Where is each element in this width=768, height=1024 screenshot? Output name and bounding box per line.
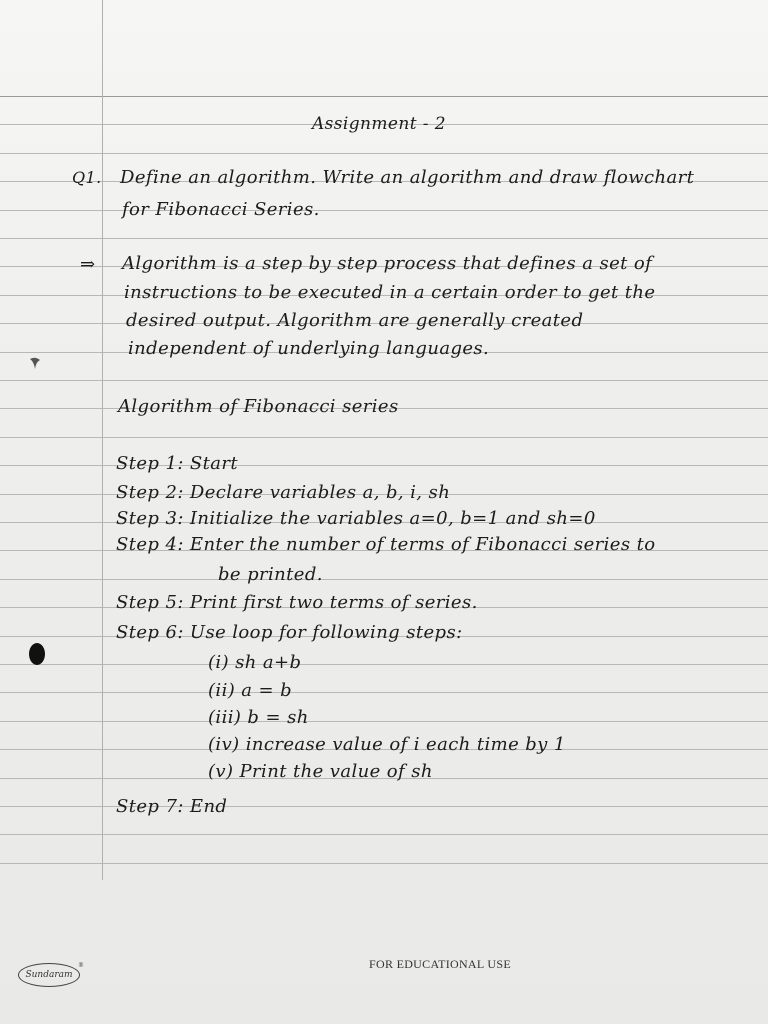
step-4: Step 4: Enter the number of terms of Fibonacci series to	[116, 534, 656, 555]
ruled-line	[0, 579, 768, 580]
question-line-1: Define an algorithm. Write an algorithm and draw flowchart	[120, 167, 695, 188]
answer-arrow: ⇒	[80, 254, 96, 275]
step-3: Step 3: Initialize the variables a=0, b=1 and sh=0	[116, 508, 596, 529]
brand-name: Sundaram	[25, 970, 73, 980]
ruled-line	[0, 863, 768, 864]
step-6-sub-ii: (ii) a = b	[208, 680, 293, 701]
step-1: Step 1: Start	[116, 453, 239, 474]
step-7: Step 7: End	[116, 796, 228, 817]
question-line-2: for Fibonacci Series.	[122, 199, 320, 220]
step-5: Step 5: Print first two terms of series.	[116, 592, 478, 613]
margin-line	[102, 0, 103, 880]
algorithm-heading: Algorithm of Fibonacci series	[118, 396, 399, 417]
step-2: Step 2: Declare variables a, b, i, sh	[116, 482, 451, 503]
ruled-line	[0, 437, 768, 438]
registered-mark: ®	[78, 962, 84, 969]
ruled-line	[0, 153, 768, 154]
answer-line-2: instructions to be executed in a certain order to get the	[124, 282, 656, 303]
footer-notice: FOR EDUCATIONAL USE	[369, 957, 511, 971]
binder-hole	[29, 643, 45, 665]
ruled-line	[0, 834, 768, 835]
ruled-line	[0, 721, 768, 722]
answer-line-4: independent of underlying languages.	[128, 338, 490, 359]
step-6-sub-iii: (iii) b = sh	[208, 707, 309, 728]
step-6-sub-iv: (iv) increase value of i each time by 1	[208, 734, 566, 755]
step-6-sub-i: (i) sh a+b	[208, 652, 302, 673]
ruled-line	[0, 380, 768, 381]
ruled-line	[0, 96, 768, 97]
ruled-line	[0, 664, 768, 665]
ruled-line	[0, 210, 768, 211]
step-6: Step 6: Use loop for following steps:	[116, 622, 463, 643]
ruled-line	[0, 692, 768, 693]
step-4-continued: be printed.	[218, 564, 323, 585]
ink-speck-icon	[29, 356, 41, 370]
answer-line-1: Algorithm is a step by step process that defines a set of	[122, 253, 653, 274]
answer-line-3: desired output. Algorithm are generally created	[126, 310, 584, 331]
ruled-line	[0, 238, 768, 239]
page-title: Assignment - 2	[312, 114, 446, 134]
step-6-sub-v: (v) Print the value of sh	[208, 761, 433, 782]
question-number: Q1.	[72, 168, 102, 187]
